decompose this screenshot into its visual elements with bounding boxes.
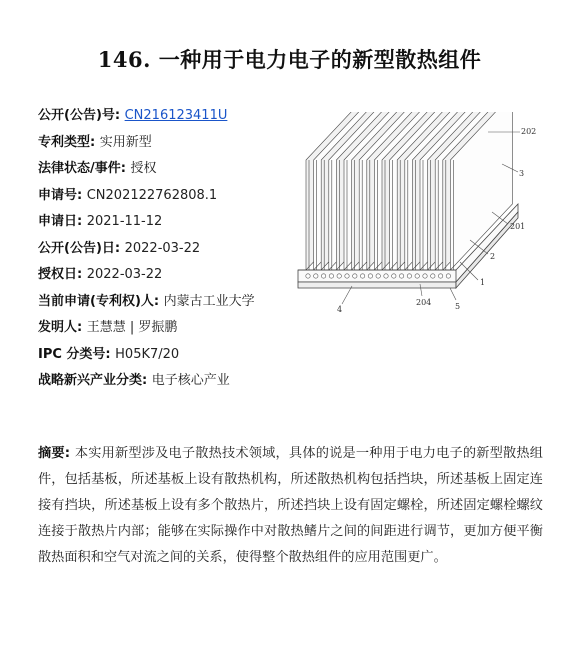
- label-5: 5: [455, 302, 461, 311]
- label-204: 204: [416, 298, 432, 307]
- field-label: 战略新兴产业分类:: [38, 373, 152, 388]
- field-application-number: [38, 183, 308, 210]
- field-value: 授权: [130, 161, 157, 176]
- bolt-hole: [345, 274, 349, 278]
- field-label: 发明人:: [38, 320, 87, 335]
- field-applicant: [38, 289, 308, 316]
- field-value: 电子核心产业: [151, 373, 230, 388]
- label-4: 4: [337, 305, 343, 314]
- field-grant-date: [38, 262, 308, 289]
- bolt-hole: [446, 274, 450, 278]
- field-label: 法律状态/事件:: [38, 161, 131, 176]
- field-label: 申请号:: [38, 187, 87, 203]
- bolt-hole: [423, 274, 427, 278]
- field-label: 当前申请(专利权)人:: [38, 293, 164, 309]
- field-label: 申请日:: [38, 214, 87, 229]
- bolt-hole: [337, 274, 341, 278]
- bolt-hole: [431, 274, 435, 278]
- bolt-hole: [392, 274, 396, 278]
- bolt-hole: [353, 274, 357, 278]
- field-inventors: [38, 315, 308, 342]
- field-label: IPC 分类号:: [38, 346, 116, 362]
- field-value: 2022-03-22: [86, 267, 163, 282]
- field-patent-type: [38, 130, 308, 157]
- field-value: H05K7/20: [115, 346, 180, 362]
- bolt-hole: [438, 274, 442, 278]
- bolt-hole: [314, 274, 318, 278]
- bolt-hole: [321, 274, 325, 278]
- bolt-hole: [384, 274, 388, 278]
- field-application-date: [38, 209, 308, 236]
- label-3: 3: [519, 169, 525, 178]
- bolt-hole: [399, 274, 403, 278]
- abstract: [38, 441, 543, 571]
- heat-sink-drawing: [292, 112, 542, 317]
- field-value: 王慧慧 | 罗振鹏: [86, 320, 178, 335]
- field-label: 公开(公告)日:: [38, 240, 125, 256]
- publication-number-link[interactable]: CN216123411U: [124, 108, 228, 123]
- field-publication-number: [38, 103, 308, 130]
- field-label: 专利类型:: [38, 134, 100, 150]
- bolt-hole: [368, 274, 372, 278]
- field-industry-category: [38, 368, 308, 395]
- field-value: 2022-03-22: [124, 240, 201, 256]
- label-202: 202: [521, 127, 537, 136]
- field-legal-status: [38, 156, 308, 183]
- bolt-hole: [376, 274, 380, 278]
- field-ipc: [38, 342, 308, 369]
- abstract-text: 本实用新型涉及电子散热技术领域，具体的说是一种用于电力电子的新型散热组件，包括基板，所述基板上设有散热机构，所述散热机构包括挡块，所述基板上固定连接有挡块，所述基板上设有多个散热片，所述挡块上设有固定螺栓，所述固定螺栓螺纹连接于散热片内部；能够在实际操作中对散热鳍片之间的间距进行调节，更加方便平衡散热面积和空气对流之间的关系，使得整个散热组件的应用范围更广。: [38, 446, 543, 565]
- field-value: CN202122762808.1: [86, 187, 218, 203]
- field-value: 内蒙古工业大学: [163, 293, 255, 309]
- bolt-hole: [306, 274, 310, 278]
- field-label: 授权日:: [38, 267, 87, 282]
- patent-fields: [38, 103, 308, 395]
- field-value: 实用新型: [99, 134, 152, 150]
- field-value: 2021-11-12: [86, 214, 163, 229]
- patent-title: 146. 一种用于电力电子的新型散热组件: [97, 47, 482, 72]
- field-publication-date: [38, 236, 308, 263]
- label-201: 201: [510, 222, 526, 231]
- bolt-hole: [407, 274, 411, 278]
- abstract-label: 摘要:: [38, 446, 75, 461]
- label-2: 2: [490, 252, 496, 261]
- bolt-hole: [415, 274, 419, 278]
- field-label: 公开(公告)号:: [38, 108, 125, 123]
- bolt-hole: [329, 274, 333, 278]
- label-1: 1: [480, 278, 486, 287]
- bolt-hole: [360, 274, 364, 278]
